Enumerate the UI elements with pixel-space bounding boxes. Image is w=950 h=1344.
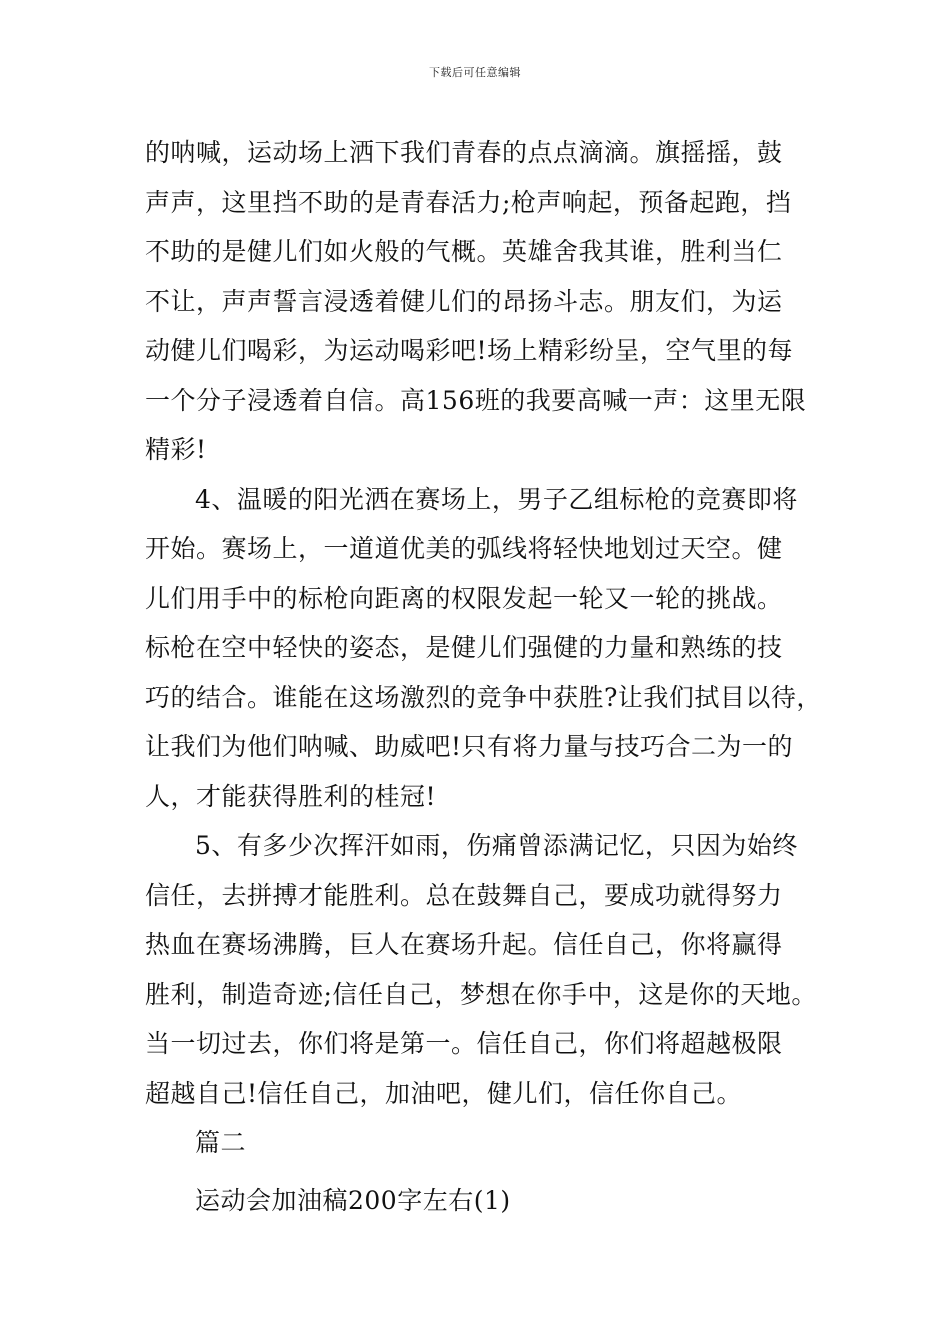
text-line: 人，才能获得胜利的桂冠! — [145, 781, 437, 811]
paragraph-3 — [145, 821, 835, 1118]
text-line: 精彩! — [145, 435, 207, 464]
text-line: 的呐喊，运动场上洒下我们青春的点点滴滴。旗摇摇，鼓 — [145, 138, 783, 167]
text-line: 一个分子浸透着自信。高156班的我要高喊一声：这里无限 — [145, 385, 807, 415]
text-line: 声声，这里挡不助的是青春活力;枪声响起，预备起跑，挡 — [145, 187, 792, 217]
text-line: 4、温暖的阳光洒在赛场上，男子乙组标枪的竞赛即将 — [195, 484, 798, 514]
text-line: 胜利，制造奇迹;信任自己，梦想在你手中，这是你的天地。 — [145, 979, 817, 1009]
paragraph-2 — [145, 475, 835, 822]
text-line: 热血在赛场沸腾，巨人在赛场升起。信任自己，你将赢得 — [145, 930, 783, 959]
document-body — [145, 128, 835, 1225]
text-line: 不助的是健儿们如火般的气概。英雄舍我其谁，胜利当仁 — [145, 237, 783, 266]
section-heading-block — [145, 1118, 835, 1168]
paragraph-1 — [145, 128, 835, 475]
section-heading: 篇二 — [195, 1128, 247, 1157]
text-line: 超越自己!信任自己，加油吧，健儿们，信任你自己。 — [145, 1078, 743, 1108]
text-line: 让我们为他们呐喊、助威吧!只有将力量与技巧合二为一的 — [145, 732, 794, 761]
page-header: 下载后可任意编辑 — [429, 66, 521, 79]
subheading-block — [145, 1176, 835, 1226]
text-line: 信任，去拼搏才能胜利。总在鼓舞自己，要成功就得努力 — [145, 880, 783, 910]
text-line: 开始。赛场上，一道道优美的弧线将轻快地划过天空。健 — [145, 534, 783, 563]
text-line: 儿们用手中的标枪向距离的权限发起一轮又一轮的挑战。 — [145, 583, 783, 613]
text-line: 当一切过去，你们将是第一。信任自己，你们将超越极限 — [145, 1029, 783, 1058]
text-line: 动健儿们喝彩，为运动喝彩吧!场上精彩纷呈，空气里的每 — [145, 336, 794, 365]
text-line: 标枪在空中轻快的姿态，是健儿们强健的力量和熟练的技 — [145, 633, 783, 662]
text-line: 5、有多少次挥汗如雨，伤痛曾添满记忆，只因为始终 — [195, 831, 798, 860]
subheading: 运动会加油稿200字左右(1) — [195, 1185, 511, 1215]
text-line: 不让，声声誓言浸透着健儿们的昂扬斗志。朋友们，为运 — [145, 286, 783, 316]
text-line: 巧的结合。谁能在这场激烈的竞争中获胜?让我们拭目以待， — [145, 682, 822, 712]
